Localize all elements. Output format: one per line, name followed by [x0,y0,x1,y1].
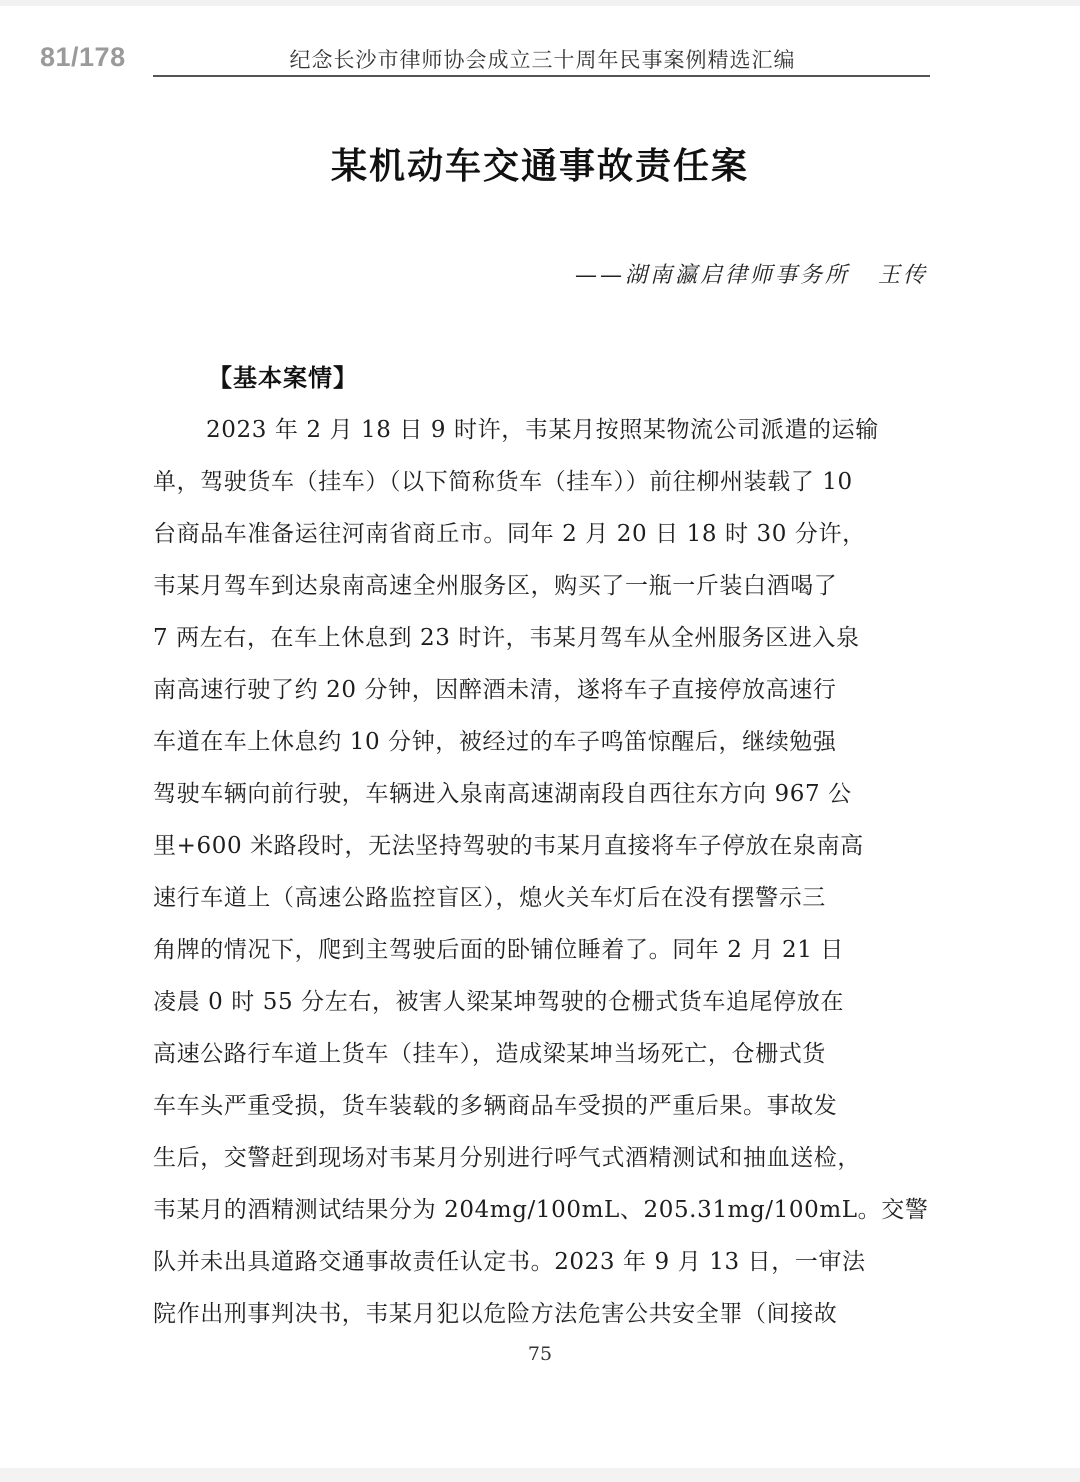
body-line: 韦某月的酒精测试结果分为 204mg/100mL、205.31mg/100mL。交警 [153,1197,929,1223]
byline-firm: ——湖南瀛启律师事务所 [574,263,850,288]
body-line: 院作出刑事判决书，韦某月犯以危险方法危害公共安全罪（间接故 [153,1301,838,1327]
byline [575,258,928,289]
body-line: 南高速行驶了约 20 分钟，因醉酒未清，遂将车子直接停放高速行 [153,677,837,703]
top-edge [0,0,1080,6]
byline-author: 王传 [877,263,928,288]
body-line: 凌晨 0 时 55 分左右，被害人梁某坤驾驶的仓栅式货车追尾停放在 [153,989,844,1015]
body-line: 驾驶车辆向前行驶，车辆进入泉南高速湖南段自西往东方向 967 公 [153,781,852,807]
section-heading: 【基本案情】 [208,364,358,392]
body-line: 车车头严重受损，货车装载的多辆商品车受损的严重后果。事故发 [153,1093,838,1119]
page-number: 75 [527,1343,553,1365]
running-header: 纪念长沙市律师协会成立三十周年民事案例精选汇编 [289,48,796,72]
header-rule [153,75,930,77]
body-line: 台商品车准备运往河南省商丘市。同年 2 月 20 日 18 时 30 分许， [153,521,866,547]
document-title: 某机动车交通事故责任案 [330,145,749,187]
body-line: 韦某月驾车到达泉南高速全州服务区，购买了一瓶一斤装白酒喝了 [153,573,838,599]
body-line: 2023 年 2 月 18 日 9 时许，韦某月按照某物流公司派遣的运输 [206,417,879,443]
bottom-edge [0,1468,1080,1482]
page-counter: 81/178 [40,42,126,72]
body-line: 角牌的情况下，爬到主驾驶后面的卧铺位睡着了。同年 2 月 21 日 [153,937,844,963]
body-line: 7 两左右，在车上休息到 23 时许，韦某月驾车从全州服务区进入泉 [153,625,860,651]
body-line: 车道在车上休息约 10 分钟，被经过的车子鸣笛惊醒后，继续勉强 [153,729,837,755]
body-line: 速行车道上（高速公路监控盲区），熄火关车灯后在没有摆警示三 [153,885,826,911]
body-line: 高速公路行车道上货车（挂车），造成梁某坤当场死亡，仓栅式货 [153,1041,826,1067]
body-line: 里+600 米路段时，无法坚持驾驶的韦某月直接将车子停放在泉南高 [153,833,864,859]
body-line: 单，驾驶货车（挂车）（以下简称货车（挂车））前往柳州装载了 10 [153,469,853,495]
body-paragraph [153,404,933,1340]
body-line: 生后，交警赶到现场对韦某月分别进行呼气式酒精测试和抽血送检， [153,1145,861,1171]
body-line: 队并未出具道路交通事故责任认定书。2023 年 9 月 13 日，一审法 [153,1249,866,1275]
